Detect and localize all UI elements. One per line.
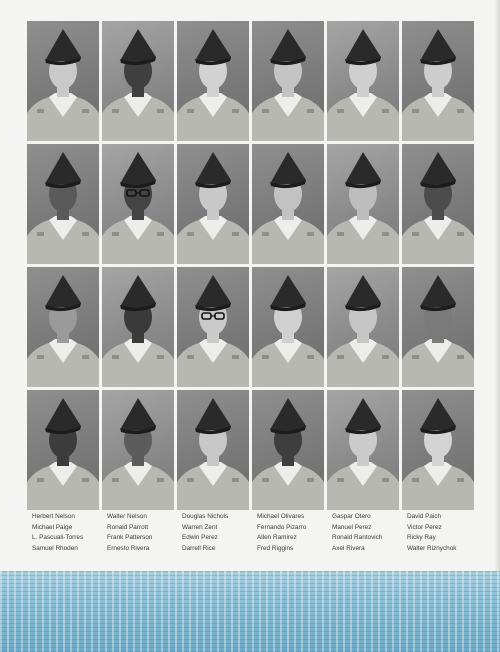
portrait-photo	[102, 21, 174, 141]
name-caption: Herbert Nelson	[32, 513, 75, 520]
name-caption: Victor Perez	[407, 523, 442, 531]
name-caption: Fernando Pizarro	[257, 523, 307, 531]
soldier-portrait-icon	[177, 390, 249, 510]
name-caption: Gaspar Otero	[332, 513, 371, 520]
name-caption: Frank Patterson	[107, 534, 153, 541]
soldier-portrait-icon	[327, 390, 399, 510]
portrait-photo	[252, 144, 324, 264]
portrait-photo	[177, 390, 249, 510]
portrait-photo	[27, 267, 99, 387]
portrait-photo	[327, 144, 399, 264]
soldier-portrait-icon	[402, 21, 474, 141]
portrait-photo	[402, 390, 474, 510]
portrait-photo	[27, 144, 99, 264]
portrait-photo	[402, 144, 474, 264]
name-caption: Warren Zent	[182, 523, 218, 531]
portrait-photo	[327, 390, 399, 510]
portrait-grid	[27, 21, 474, 510]
soldier-portrait-icon	[177, 144, 249, 264]
soldier-portrait-icon	[252, 390, 324, 510]
soldier-portrait-icon	[27, 390, 99, 510]
soldier-portrait-icon	[27, 21, 99, 141]
soldier-portrait-icon	[102, 267, 174, 387]
soldier-portrait-icon	[327, 21, 399, 141]
name-caption: Manuel Perez	[332, 523, 372, 531]
portrait-photo	[252, 267, 324, 387]
name-caption: Michael Olivares	[257, 513, 305, 520]
name-caption: Walter Riznychok	[407, 544, 457, 552]
portrait-photo	[27, 21, 99, 141]
soldier-portrait-icon	[327, 144, 399, 264]
soldier-portrait-icon	[177, 267, 249, 387]
soldier-portrait-icon	[252, 144, 324, 264]
soldier-portrait-icon	[102, 390, 174, 510]
soldier-portrait-icon	[252, 267, 324, 387]
soldier-portrait-icon	[177, 21, 249, 141]
name-caption: Darrell Rice	[182, 544, 216, 552]
soldier-portrait-icon	[327, 267, 399, 387]
portrait-photo	[327, 267, 399, 387]
soldier-portrait-icon	[252, 21, 324, 141]
soldier-portrait-icon	[102, 144, 174, 264]
portrait-photo	[102, 390, 174, 510]
portrait-photo	[102, 267, 174, 387]
portrait-photo	[252, 21, 324, 141]
name-caption: Ronald Parrott	[107, 523, 149, 531]
name-caption: Douglas Nichols	[182, 513, 229, 520]
name-caption: Samuel Rhoden	[32, 544, 78, 552]
portrait-photo	[402, 267, 474, 387]
name-caption: Ricky Ray	[407, 534, 436, 541]
name-caption: Ernesto Rivera	[107, 544, 150, 552]
name-caption: Axel Rivera	[332, 544, 365, 552]
name-caption: Allen Ramirez	[257, 534, 297, 541]
name-caption: Edwin Perez	[182, 534, 218, 541]
portrait-photo	[177, 144, 249, 264]
name-caption: Walter Nelson	[107, 513, 147, 520]
name-captions	[32, 512, 482, 554]
soldier-portrait-icon	[102, 21, 174, 141]
portrait-photo	[252, 390, 324, 510]
page-edge	[494, 0, 500, 652]
portrait-photo	[102, 144, 174, 264]
soldier-portrait-icon	[27, 144, 99, 264]
name-caption: Michael Paige	[32, 523, 73, 531]
soldier-portrait-icon	[402, 390, 474, 510]
name-caption: Fred Riggins	[257, 544, 294, 552]
portrait-photo	[177, 267, 249, 387]
portrait-photo	[327, 21, 399, 141]
decorative-band	[0, 571, 500, 652]
soldier-portrait-icon	[27, 267, 99, 387]
name-caption: L. Pascuali-Torres	[32, 534, 84, 541]
portrait-photo	[402, 21, 474, 141]
soldier-portrait-icon	[402, 267, 474, 387]
portrait-photo	[27, 390, 99, 510]
name-caption: Ronald Rantovich	[332, 534, 383, 541]
name-caption: David Paich	[407, 513, 442, 520]
soldier-portrait-icon	[402, 144, 474, 264]
portrait-photo	[177, 21, 249, 141]
